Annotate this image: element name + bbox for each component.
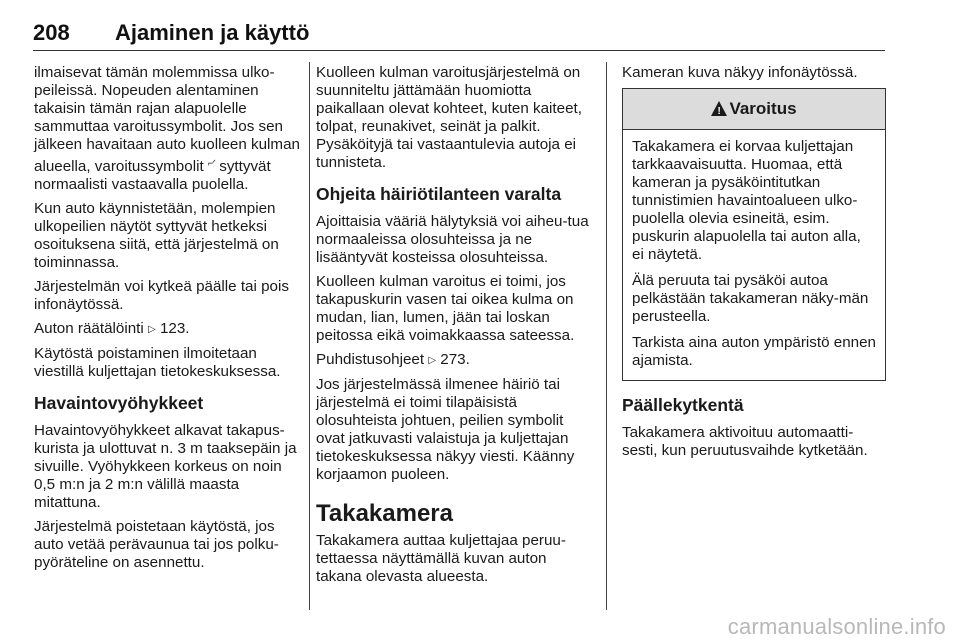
reference-text: Puhdistusohjeet [316, 351, 425, 368]
paragraph: Havaintovyöhykkeet alkavat takapus-kurista ja ulottuvat n. 3 m taaksepäin ja sivuille. Vyöhykkeen korkeus on noin 0,5 m:n ja 2 m:n välillä maasta mitattuna. [34, 422, 297, 511]
paragraph: Kuolleen kulman varoitusjärjestelmä on suunniteltu jättämään huomiotta paikallaan olevat kohteet, kuten kaiteet, tolpat, reunakivet, seinät ja palkit. Pysäköityjä tai vastaantulevia autoja ei tunnisteta. [316, 64, 582, 171]
warning-paragraph: Älä peruuta tai pysäköi autoa pelkästään takakameran näky-män perusteella. [632, 272, 869, 325]
section-heading: Ohjeita häiriötilanteen varalta [316, 184, 562, 204]
page-header [33, 14, 885, 51]
page-title: Ajaminen ja käyttö [115, 20, 310, 45]
section-heading: Havaintovyöhykkeet [34, 393, 204, 413]
cross-reference[interactable] [316, 351, 593, 370]
warning-header [623, 89, 885, 130]
blind-spot-symbol-icon: ⌐ᐟ [207, 158, 215, 168]
chapter-title: Takakamera [316, 500, 453, 527]
paragraph: Jos järjestelmässä ilmenee häiriö tai järjestelmä ei toimi tilapäisistä olosuhteista johtuen, peilien symbolit ovat jatkuvasti valaistuja ja kuljettajan tietokeskuksessa näkyy viesti. Käänny korjaamon puoleen. [316, 376, 575, 483]
paragraph: Kun auto käynnistetään, molempien ulkopeilien näytöt syttyvät hetkeksi osoituksena siitä, että järjestelmä on toiminnassa. [34, 200, 279, 271]
warning-paragraph: Tarkista aina auton ympäristö ennen ajamista. [632, 334, 876, 369]
reference-page: 123. [159, 320, 190, 337]
warning-paragraph: Takakamera ei korvaa kuljettajan tarkkaavaisuutta. Huomaa, että kameran ja pysäköintitutkan tunnistimien havaintoalueen ulko-puolella olevia esineitä, esim. puskurin alapuolella tai auton alla, ei näytetä. [632, 138, 861, 263]
paragraph: Takakamera aktivoituu automaatti-sesti, kun peruutusvaihde kytketään. [622, 424, 868, 459]
paragraph: Takakamera auttaa kuljettajaa peruu-tettaessa näyttämällä kuvan auton takana olevasta alueesta. [316, 532, 566, 585]
paragraph: Järjestelmä poistetaan käytöstä, jos auto vetää perävaunua tai jos polku-pyöräteline on asennettu. [34, 518, 279, 571]
page-number: 208 [33, 20, 70, 45]
warning-box [622, 88, 886, 381]
section-heading: Päällekytkentä [622, 395, 744, 415]
warning-title: Varoitus [729, 99, 797, 118]
column-3 [622, 64, 886, 466]
watermark: carmanualsonline.info [727, 614, 946, 639]
cross-reference[interactable] [34, 320, 302, 339]
reference-page: 273. [440, 351, 470, 368]
paragraph-text: ilmaisevat tämän molemmissa ulko-peileissä. Nopeuden alentaminen takaisin tämän rajan alapuolelle sammuttaa varoitussymbolit. Jos sen jälkeen havaitaan auto kuolleen kulman alueella, varoitussymbolit [34, 64, 300, 175]
column-1 [34, 64, 302, 578]
column-divider [309, 62, 310, 610]
paragraph: Ajoittaisia vääriä hälytyksiä voi aiheu-tua normaaleissa olosuhteissa ja ne lisääntyvät kosteissa olosuhteissa. [316, 213, 589, 266]
paragraph: Järjestelmän voi kytkeä päälle tai pois infonäytössä. [34, 278, 289, 313]
paragraph: Kuolleen kulman varoitus ei toimi, jos takapuskurin vasen tai oikea kulma on mudan, lian, lumen, jään tai loskan peitossa eikä voimakkaassa sateessa. [316, 273, 575, 344]
paragraph [34, 64, 302, 194]
warning-body [623, 130, 885, 380]
column-divider [606, 62, 607, 610]
column-2 [316, 64, 593, 592]
warning-icon [711, 101, 727, 116]
paragraph: Kameran kuva näkyy infonäytössä. [622, 64, 858, 81]
paragraph-text: syttyvät normaalisti vastaavalla puolella. [34, 158, 271, 193]
paragraph: Käytöstä poistaminen ilmoitetaan viestillä kuljettajan tietokeskuksessa. [34, 345, 281, 380]
reference-text: Auton räätälöinti [34, 320, 144, 337]
page-reference-icon: ▷ [428, 355, 437, 366]
page-reference-icon: ▷ [148, 324, 156, 335]
